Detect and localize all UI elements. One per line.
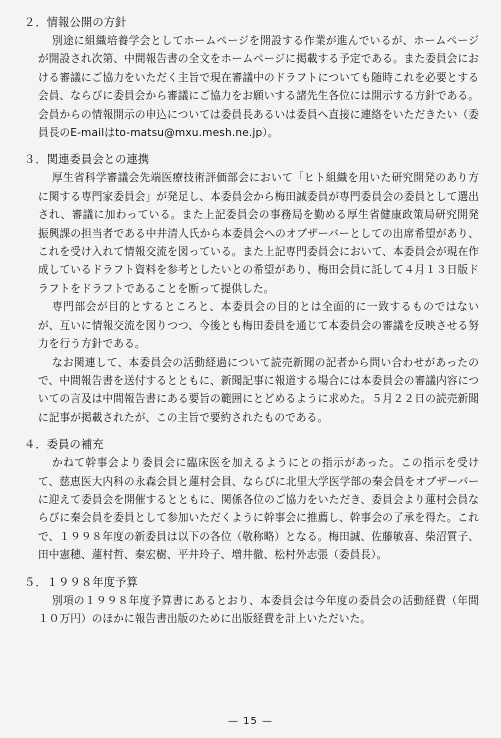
section-member-supplement (24, 436, 479, 564)
section-paragraph: 別項の１９９８年度予算書にあるとおり、本委員会は今年度の委員会の活動経費（年間１０万円）のほかに報告書出版のために出版経費を計上いただいた。 (38, 594, 479, 625)
section-heading: ３．関連委員会との連携 (24, 153, 150, 167)
section-budget (24, 574, 479, 629)
section-heading: ４．委員の補充 (24, 438, 104, 452)
section-paragraph: 別途に組織培養学会としてホームページを開設する作業が進んでいるが、ホームページが開設され次第、中間報告書の全文をホームページに掲載する予定である。また委員会における審議にご協力をいただく主旨で現在審議中のドラフトについても随時これを必要とする会員、ならびに委員会から審議にご協力をお願いする諸先生各位には開示する方針である。会員からの情報開示の申込については委員長あるいは委員へ直接に連絡をいただきたい（委員長のE-mailはto-matsu@mxu.mesh.ne.jp）。 (38, 35, 479, 140)
page-number: — 15 — (227, 716, 274, 727)
section-paragraph: なお関連して、本委員会の活動経過について読売新聞の記者から問い合わせがあったので、中間報告書を送付するとともに、新聞記事に報道する場合には本委員会の審議内容についての言及は中間報告書にある要旨の範囲にとどめるように求めた。５月２２日の読売新聞に記事が掲載されたが、この主旨で要約されたものである。 (38, 356, 479, 424)
section-info-disclosure (24, 14, 479, 142)
section-paragraph: 厚生省科学審議会先端医療技術評価部会において「ヒト組織を用いた研究開発のあり方に関する専門家委員会」が発足し、本委員会から梅田誠委員が専門委員会の委員として選出され、審議に加わっている。また上記委員会の事務局を勤める厚生省健康政策局研究開発振興課の担当者である中井清人氏から本委員会へのオブザーバーとしての出席希望があり、これを受け入れて情報交流を図っている。また上記専門委員会において、本委員会が現在作成しているドラフト資料を参考としたいとの希望があり、梅田会員に託して４月１３日版ドラフトをドラフトであることを断って提供した。 (38, 172, 479, 295)
section-paragraph: 専門部会が目的とするところと、本委員会の目的とは全面的に一致するものではないが、互いに情報交流を図りつつ、今後とも梅田委員を通じて本委員会の審議を反映させる努力を行う方針である。 (38, 301, 479, 351)
section-paragraph: かねて幹事会より委員会に臨床医を加えるようにとの指示があった。この指示を受けて、慈恵医大内科の永森会員と蓮村会員、ならびに北里大学医学部の秦会員をオブザーバーに迎えて委員会を開催するとともに、関係各位のご協力をいただき、委員会より蓮村会員ならびに秦会員を委員として参加いただくように幹事会に推薦し、幹事会の了承を得た。これで、１９９８年度の新委員は以下の各位（敬称略）となる。梅田誠、佐藤敏喜、柴沼質子、田中憲穂、蓮村哲、秦宏樹、平井玲子、増井徹、松村外志張（委員長）。 (38, 457, 479, 562)
section-related-committees (24, 151, 479, 427)
section-heading: ２．情報公開の方針 (24, 16, 127, 29)
section-heading: ５．１９９８年度予算 (24, 575, 138, 589)
